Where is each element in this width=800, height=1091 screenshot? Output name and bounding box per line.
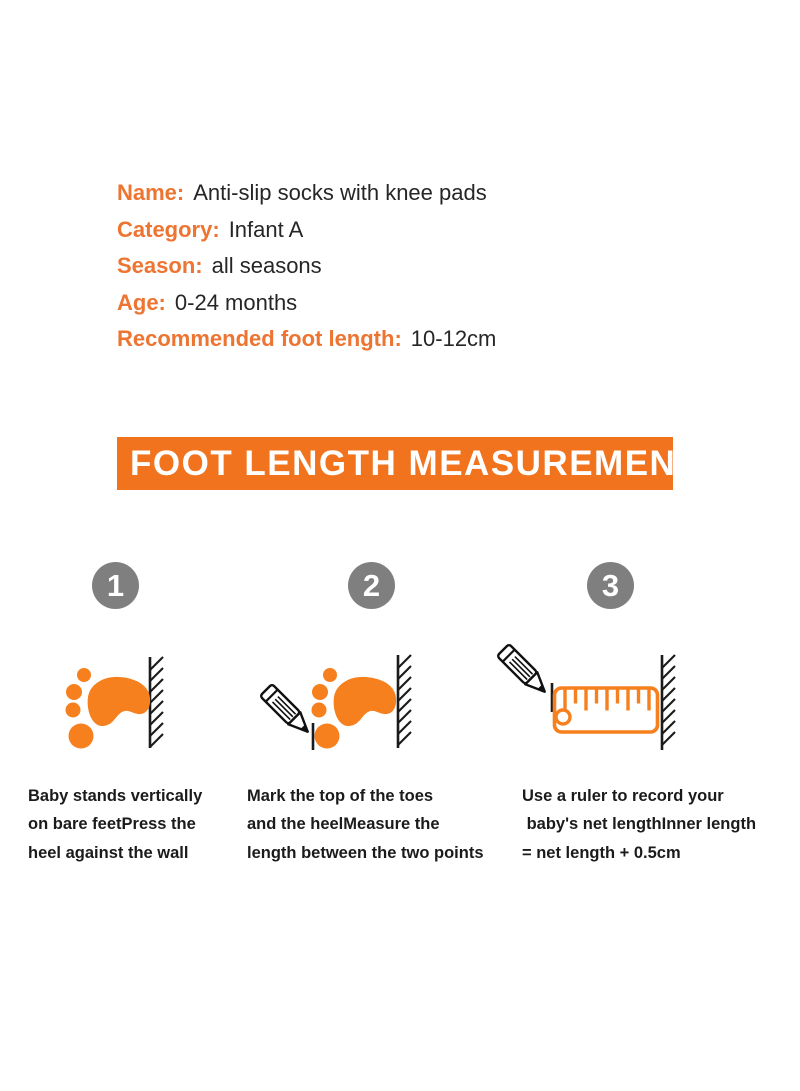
step-number: 1 (106, 567, 125, 603)
info-label: Season: (117, 253, 203, 279)
step-number: 2 (362, 567, 381, 603)
pencil-icon (497, 644, 551, 698)
info-label: Category: (117, 216, 220, 242)
section-title: FOOT LENGTH MEASUREMENT (130, 443, 700, 483)
step-text-line: heel against the wall (28, 843, 189, 862)
step-text-line: baby's net lengthInner length (522, 815, 757, 834)
footprint-icon (66, 668, 151, 749)
step-text-line: length between the two points (247, 843, 484, 862)
pencil-ruler-against-wall-icon (490, 640, 690, 770)
info-value: Infant A (228, 216, 304, 242)
ruler-icon (555, 688, 658, 732)
info-row-age (117, 285, 496, 322)
wall-icon (662, 655, 675, 750)
pencil-marking-footprint-against-wall-icon (245, 640, 435, 770)
info-value: 0-24 months (174, 289, 298, 315)
info-row-category (117, 212, 496, 249)
step-text-line: = net length + 0.5cm (522, 843, 681, 862)
wall-icon (150, 657, 163, 748)
footprint-icon (312, 668, 397, 749)
step-3-description (522, 782, 756, 867)
step-text-line: Baby stands vertically (28, 787, 203, 805)
step-2-badge (348, 562, 395, 609)
step-text-line: Use a ruler to record your (522, 787, 724, 805)
info-label: Recommended foot length: (117, 326, 402, 352)
baby-footprint-against-wall-icon (40, 640, 220, 770)
info-row-foot-length (117, 321, 496, 358)
info-value: Anti-slip socks with knee pads (193, 180, 487, 205)
info-row-season (117, 248, 496, 285)
pencil-icon (260, 684, 314, 738)
step-3-badge (587, 562, 634, 609)
section-banner (117, 437, 700, 490)
product-info (117, 175, 496, 358)
wall-icon (398, 655, 411, 748)
step-1-description (28, 782, 202, 867)
step-text-line: on bare feetPress the (28, 815, 196, 834)
step-number: 3 (601, 567, 620, 603)
step-1-badge (92, 562, 139, 609)
step-text-line: and the heelMeasure the (247, 815, 440, 834)
step-2-description (247, 782, 484, 867)
info-value: 10-12cm (410, 326, 497, 352)
info-label: Age: (117, 289, 166, 315)
step-text-line: Mark the top of the toes (247, 787, 434, 805)
info-value: all seasons (211, 253, 322, 279)
info-row-name (117, 175, 496, 212)
info-label: Name: (117, 180, 185, 205)
